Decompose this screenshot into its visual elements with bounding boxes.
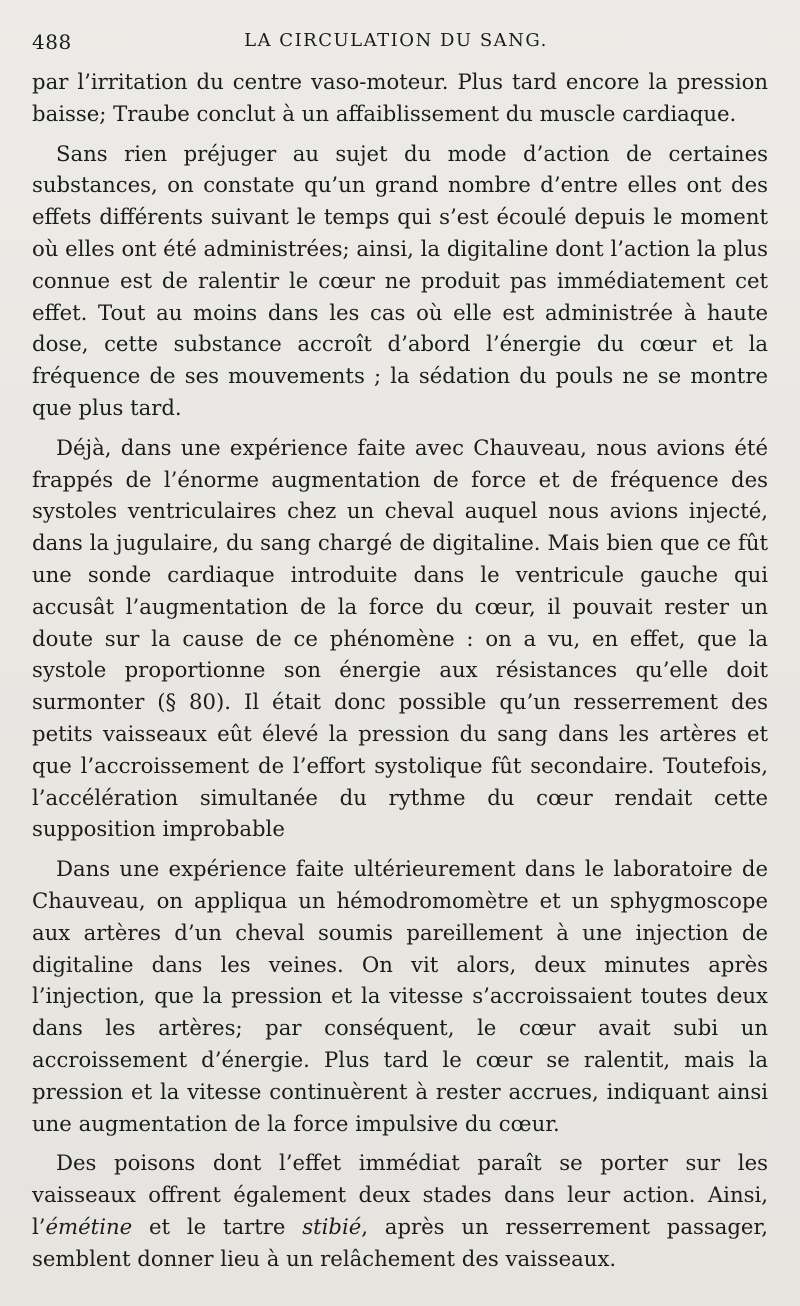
paragraph-5 (32, 1147, 768, 1274)
paragraph-1: par l’irritation du centre vaso-moteur. Plus tard encore la pression baisse; Traube conclut à un affaiblissement du muscle cardiaque. (32, 69, 768, 126)
italic-emetine: émétine (45, 1213, 133, 1239)
page-header (32, 30, 760, 60)
paragraph-5-part-1: Des poisons dont l’effet immédiat paraît se porter sur les vaisseaux offrent également deux stades dans leur action. Ainsi, l’ (32, 1150, 768, 1239)
paragraph-3: Déjà, dans une expérience faite avec Chauveau, nous avions été frappés de l’énorme augmentation de force et de fréquence des systoles ventriculaires chez un cheval auquel nous avions injecté, dans la jugulaire, du sang chargé de digitaline. Mais bien que ce fût une sonde cardiaque introduite dans le ventricule gauche qui accusât l’augmentation de la force du cœur, il pouvait rester un doute sur la cause de ce phénomène : on a vu, en effet, que la systole proportionne son énergie aux résistances qu’elle doit surmonter (§ 80). Il était donc possible qu’un resserrement des petits vaisseaux eût élevé la pression du sang dans les artères et que l’accroissement de l’effort systolique fût secondaire. Toutefois, l’accélération simultanée du rythme du cœur rendait cette supposition improbable (32, 434, 768, 842)
italic-stibie: stibié (302, 1213, 362, 1239)
page-number: 488 (32, 30, 72, 54)
paragraph-5-part-3: , après un resserrement passager, semblent donner lieu à un relâchement des vaisseaux. (32, 1213, 768, 1271)
paragraph-2: Sans rien préjuger au sujet du mode d’action de certaines substances, on constate qu’un grand nombre d’entre elles ont des effets différents suivant le temps qui s’est écoulé depuis le moment où elles ont été administrées; ainsi, la digitaline dont l’action la plus connue est de ralentir le cœur ne produit pas immédiatement cet effet. Tout au moins dans les cas où elle est administrée à haute dose, cette substance accroît d’abord l’énergie du cœur et la fréquence de ses mouvements ; la sédation du pouls ne se montre que plus tard. (32, 140, 768, 420)
body-text (32, 66, 768, 1282)
paragraph-5-part-2: et le tartre (132, 1213, 303, 1239)
running-title: LA CIRCULATION DU SANG. (244, 30, 548, 51)
paragraph-4: Dans une expérience faite ultérieurement dans le laboratoire de Chauveau, on appliqua un hémodromomètre et un sphygmoscope aux artères d’un cheval soumis pareillement à une injection de digitaline dans les veines. On vit alors, deux minutes après l’injection, que la pression et la vitesse s’accroissaient toutes deux dans les artères; par conséquent, le cœur avait subi un accroissement d’énergie. Plus tard le cœur se ralentit, mais la pression et la vitesse continuèrent à rester accrues, indiquant ainsi une augmentation de la force impulsive du cœur. (32, 856, 768, 1136)
